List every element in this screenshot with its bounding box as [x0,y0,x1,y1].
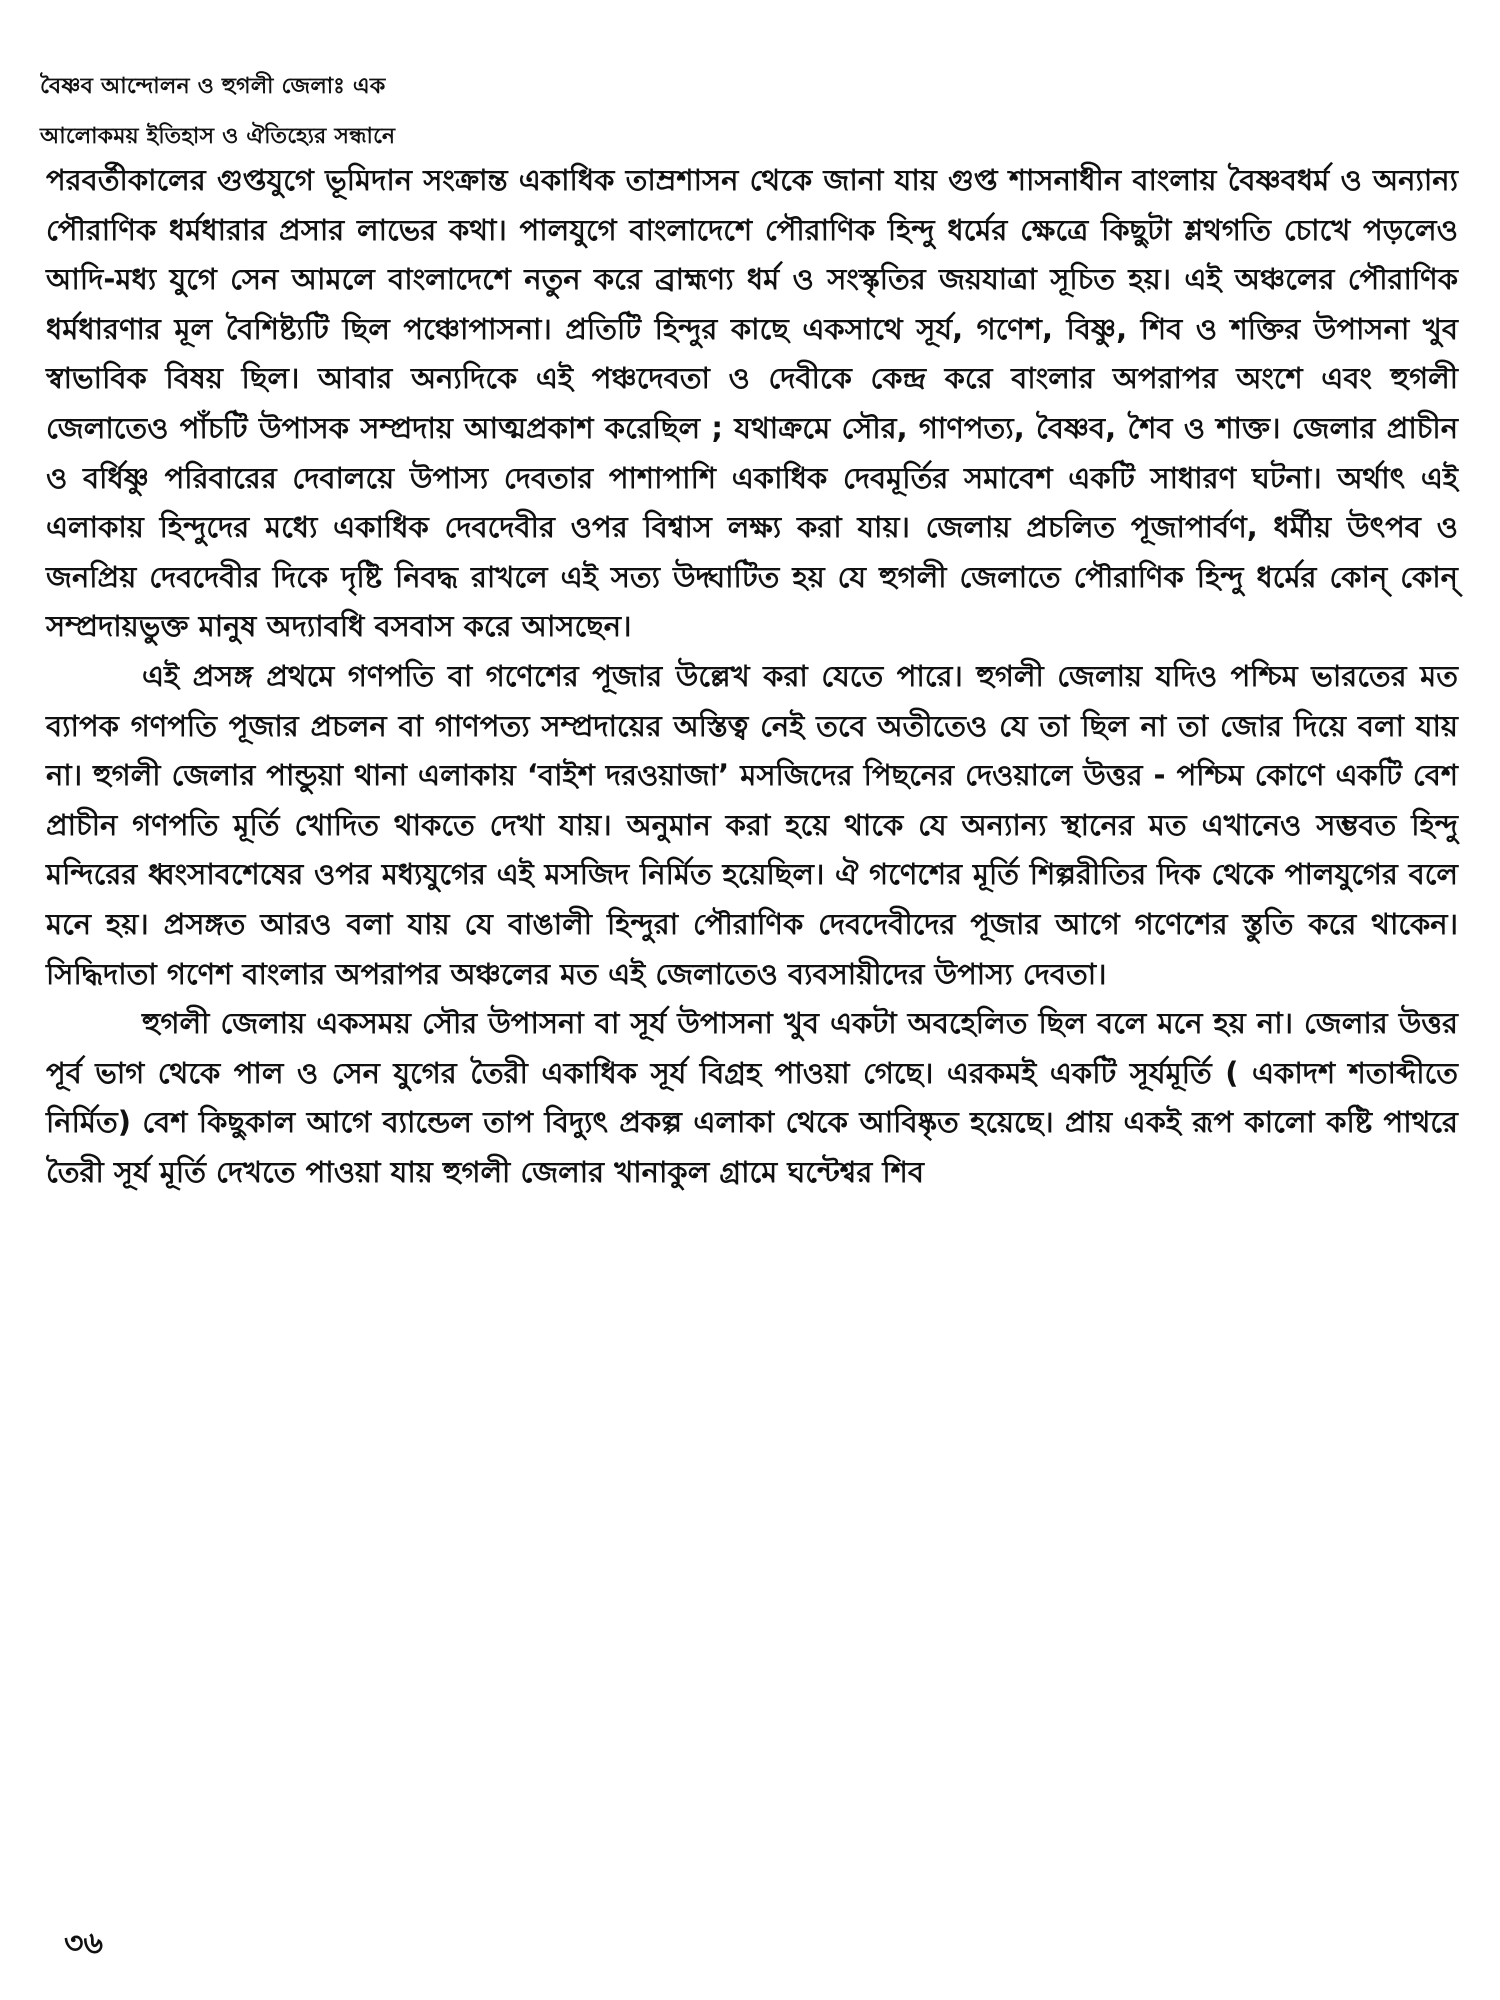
page-number: ৩৬ [64,1926,104,1961]
paragraph-1: পরবর্তীকালের গুপ্তযুগে ভূমিদান সংক্রান্ত একাধিক তাম্রশাসন থেকে জানা যায় গুপ্ত শাসনাধীন বাংলায় বৈষ্ণবধর্ম ও অন্যান্য পৌরাণিক ধর্মধারার প্রসার লাভের কথা। পালযুগে বাংলাদেশে পৌরাণিক হিন্দু ধর্মের ক্ষেত্রে কিছুটা শ্লথগতি চোখে পড়লেও আদি-মধ্য যুগে সেন আমলে বাংলাদেশে নতুন করে ব্রাহ্মণ্য ধর্ম ও সংস্কৃতির জয়যাত্রা সূচিত হয়। এই অঞ্চলের পৌরাণিক ধর্মধারণার মূল বৈশিষ্ট্যটি ছিল পঞ্চোপাসনা। প্রতিটি হিন্দুর কাছে একসাথে সূর্য, গণেশ, বিষ্ণু, শিব ও শক্তির উপাসনা খুব স্বাভাবিক বিষয় ছিল। আবার অন্যদিকে এই পঞ্চদেবতা ও দেবীকে কেন্দ্র করে বাংলার অপরাপর অংশে এবং হুগলী জেলাতেও পাঁচটি উপাসক সম্প্রদায় আত্মপ্রকাশ করেছিল ; যথাক্রমে সৌর, গাণপত্য, বৈষ্ণব, শৈব ও শাক্ত। জেলার প্রাচীন ও বর্ধিষ্ণু পরিবারের দেবালয়ে উপাস্য দেবতার পাশাপাশি একাধিক দেবমূর্তির সমাবেশ একটি সাধারণ ঘটনা। অর্থাৎ এই এলাকায় হিন্দুদের মধ্যে একাধিক দেবদেবীর ওপর বিশ্বাস লক্ষ্য করা যায়। জেলায় প্রচলিত পূজাপার্বণ, ধর্মীয় উৎপব ও জনপ্রিয় দেবদেবীর দিকে দৃষ্টি নিবদ্ধ রাখলে এই সত্য উদ্ঘাটিত হয় যে হুগলী জেলাতে পৌরাণিক হিন্দু ধর্মের কোন্ কোন্ সম্প্রদায়ভুক্ত মানুষ অদ্যাবধি বসবাস করে আসছেন। [46,163,1458,644]
running-header-line-2: আলোকময় ইতিহাস ও ঐতিহ্যের সন্ধানে [40,124,396,149]
running-header-line-1: বৈষ্ণব আন্দোলন ও হুগলী জেলাঃ এক [40,74,386,99]
paragraph-2: এই প্রসঙ্গ প্রথমে গণপতি বা গণেশের পূজার উল্লেখ করা যেতে পারে। হুগলী জেলায় যদিও পশ্চিম ভারতের মত ব্যাপক গণপতি পূজার প্রচলন বা গাণপত্য সম্প্রদায়ের অস্তিত্ব নেই তবে অতীতেও যে তা ছিল না তা জোর দিয়ে বলা যায় না। হুগলী জেলার পান্ডুয়া থানা এলাকায় ‘বাইশ দরওয়াজা’ মসজিদের পিছনের দেওয়ালে উত্তর - পশ্চিম কোণে একটি বেশ প্রাচীন গণপতি মূর্তি খোদিত থাকতে দেখা যায়। অনুমান করা হয়ে থাকে যে অন্যান্য স্থানের মত এখানেও সম্ভবত হিন্দু মন্দিরের ধ্বংসাবশেষের ওপর মধ্যযুগের এই মসজিদ নির্মিত হয়েছিল। ঐ গণেশের মূর্তি শিল্পরীতির দিক থেকে পালযুগের বলে মনে হয়। প্রসঙ্গত আরও বলা যায় যে বাঙালী হিন্দুরা পৌরাণিক দেবদেবীদের পূজার আগে গণেশের স্তুতি করে থাকেন। সিদ্ধিদাতা গণেশ বাংলার অপরাপর অঞ্চলের মত এই জেলাতেও ব্যবসায়ীদের উপাস্য দেবতা। [46,658,1458,991]
body-text [46,156,1458,1197]
paragraph-3: হুগলী জেলায় একসময় সৌর উপাসনা বা সূর্য উপাসনা খুব একটা অবহেলিত ছিল বলে মনে হয় না। জেলার উত্তর পূর্ব ভাগ থেকে পাল ও সেন যুগের তৈরী একাধিক সূর্য বিগ্রহ পাওয়া গেছে। এরকমই একটি সূর্যমূর্তি ( একাদশ শতাব্দীতে নির্মিত) বেশ কিছুকাল আগে ব্যান্ডেল তাপ বিদ্যুৎ প্রকল্প এলাকা থেকে আবিষ্কৃত হয়েছে। প্রায় একই রূপ কালো কষ্টি পাথরে তৈরী সূর্য মূর্তি দেখতে পাওয়া যায় হুগলী জেলার খানাকুল গ্রামে ঘন্টেশ্বর শিব [46,1006,1458,1189]
running-header [40,62,680,162]
